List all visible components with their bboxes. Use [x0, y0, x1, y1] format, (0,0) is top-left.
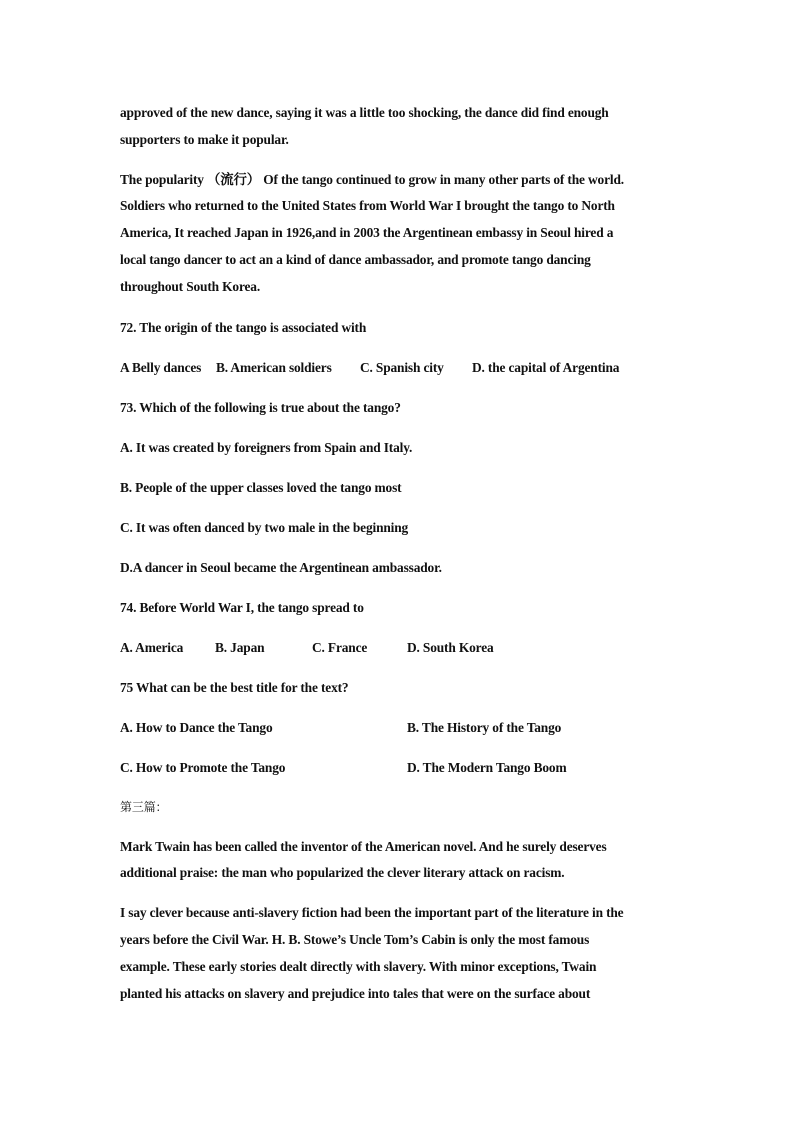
question-73-stem: 73. Which of the following is true about the tango? [120, 399, 401, 415]
text-line: planted his attacks on slavery and prejudice into tales that were on the surface about [120, 985, 591, 1001]
text-line: throughout South Korea. [120, 278, 261, 294]
option-c: C. It was often danced by two male in the beginning [120, 519, 409, 535]
option-d: D. The Modern Tango Boom [407, 759, 567, 775]
question-75-stem: 75 What can be the best title for the text? [120, 679, 349, 695]
text-line: approved of the new dance, saying it was a little too shocking, the dance did find enough [120, 105, 609, 120]
text-line: supporters to make it popular. [120, 131, 289, 147]
text-line: Soldiers who returned to the United States from World War I brought the tango to North [120, 198, 615, 214]
question-75-options-cd [120, 754, 680, 781]
option-a: A. America [120, 639, 184, 655]
section-three-paragraph-two [120, 900, 680, 1007]
document-page [120, 100, 680, 1020]
text-line: I say clever because anti-slavery fiction had been the important part of the literature in the [120, 905, 624, 921]
popularity-paragraph [120, 167, 680, 301]
option-b: B. The History of the Tango [407, 719, 562, 735]
text-line: The popularity （流行） Of the tango continued to grow in many other parts of the world. [120, 171, 624, 187]
option-d: D. South Korea [407, 639, 494, 655]
option-a: A. It was created by foreigners from Spain and Italy. [120, 439, 413, 455]
question-72-stem: 72. The origin of the tango is associated with [120, 319, 367, 335]
section-three-heading: 第三篇： [120, 799, 168, 814]
option-b: B. People of the upper classes loved the tango most [120, 479, 402, 495]
option-b: B. American soldiers [216, 359, 332, 375]
passage-two-tail [120, 100, 680, 154]
question-72-options [120, 354, 680, 381]
option-c: C. Spanish city [360, 359, 444, 375]
question-75-options-ab [120, 714, 680, 741]
text-line: example. These early stories dealt directly with slavery. With minor exceptions, Twain [120, 958, 597, 974]
option-d: D.A dancer in Seoul became the Argentinean ambassador. [120, 559, 442, 575]
question-74-stem: 74. Before World War I, the tango spread to [120, 599, 364, 615]
question-74-options [120, 634, 680, 661]
option-b: B. Japan [215, 639, 265, 655]
option-c: C. France [312, 639, 368, 655]
option-c: C. How to Promote the Tango [120, 759, 286, 775]
text-line: America, It reached Japan in 1926,and in 2003 the Argentinean embassy in Seoul hired a [120, 225, 614, 241]
section-three-paragraph-one [120, 834, 680, 888]
text-line: Mark Twain has been called the inventor of the American novel. And he surely deserves [120, 838, 607, 854]
text-line: years before the Civil War. H. B. Stowe’s Uncle Tom’s Cabin is only the most famous [120, 931, 590, 947]
option-a: A. How to Dance the Tango [120, 719, 273, 735]
option-a: A Belly dances [120, 359, 202, 375]
text-line: additional praise: the man who popularized the clever literary attack on racism. [120, 865, 565, 881]
option-d: D. the capital of Argentina [472, 359, 620, 375]
text-line: local tango dancer to act an a kind of dance ambassador, and promote tango dancing [120, 251, 591, 267]
